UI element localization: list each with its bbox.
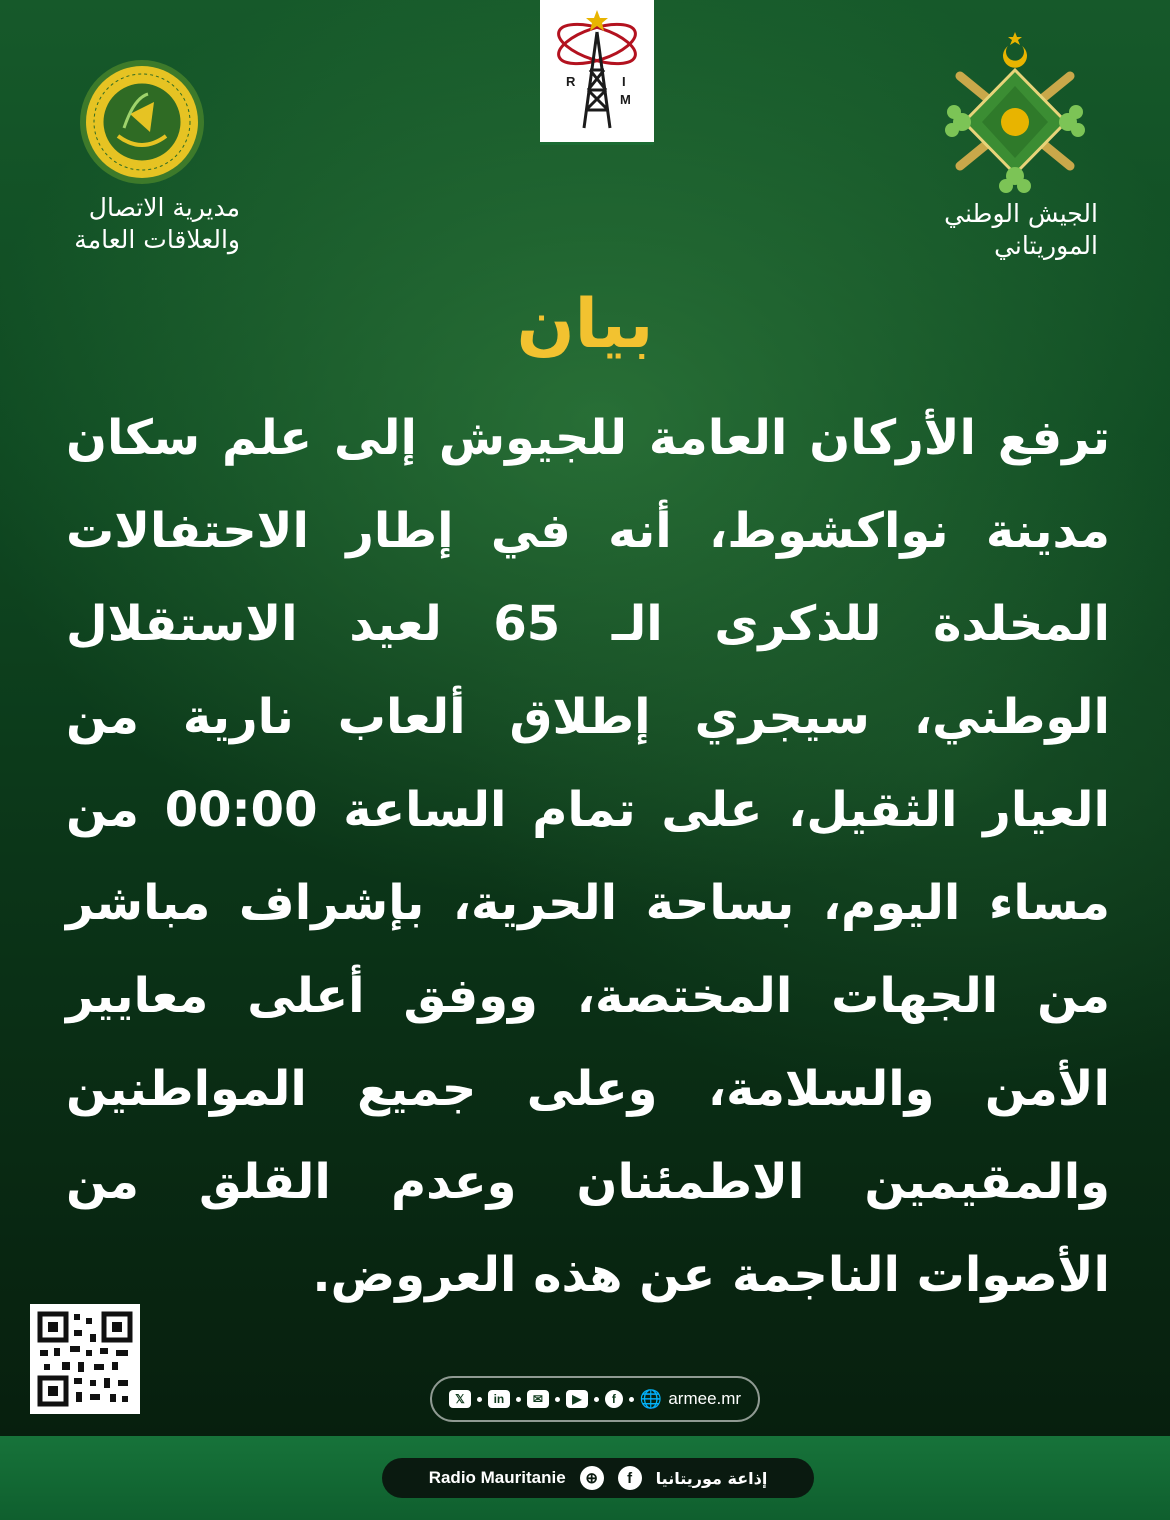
- directorate-name: [40, 192, 240, 256]
- globe-icon: 🌐: [639, 1388, 663, 1409]
- footer-brand-arabic: إذاعة موريتانيا: [655, 1468, 768, 1488]
- directorate-seal-icon: [78, 58, 206, 186]
- social-links-bar: [430, 1376, 760, 1422]
- separator-dot: [555, 1397, 560, 1402]
- footer-bar: [0, 1436, 1170, 1520]
- mauritanian-army-emblem: [940, 26, 1090, 196]
- qr-code-icon: [30, 1304, 140, 1414]
- x-icon[interactable]: 𝕏: [449, 1390, 471, 1408]
- logo-letter-m: M: [620, 92, 631, 107]
- statement-title: بيان: [516, 285, 654, 364]
- mail-icon[interactable]: ✉: [527, 1390, 549, 1408]
- army-name: [918, 198, 1098, 262]
- directorate-name-line2: والعلاقات العامة: [74, 225, 240, 254]
- globe-icon[interactable]: ⊕: [580, 1466, 604, 1490]
- qr-code[interactable]: [30, 1304, 140, 1414]
- facebook-icon[interactable]: f: [618, 1466, 642, 1490]
- separator-dot: [594, 1397, 599, 1402]
- statement-body: ترفع الأركان العامة للجيوش إلى علم سكان مدينة نواكشوط، أنه في إطار الاحتفالات المخلدة للذكرى الـ 65 لعيد الاستقلال الوطني، سيجري إطلاق ألعاب نارية من العيار الثقيل، على تمام الساعة 00:00 من مساء اليوم، بساحة الحرية، بإشراف مباشر من الجهات المختصة، ووفق أعلى معايير الأمن والسلامة، وعلى جميع المواطنين والمقيمين الاطمئنان وعدم القلق من الأصوات الناجمة عن هذه العروض.: [66, 410, 1111, 1303]
- separator-dot: [477, 1397, 482, 1402]
- linkedin-icon[interactable]: in: [488, 1390, 510, 1408]
- army-name-line1: الجيش الوطني: [944, 199, 1098, 228]
- radio-tower-icon: [540, 0, 654, 142]
- youtube-icon[interactable]: ▶: [566, 1390, 588, 1408]
- radio-mauritanie-pill[interactable]: [382, 1458, 814, 1498]
- footer-brand-latin: Radio Mauritanie: [428, 1468, 566, 1487]
- facebook-icon[interactable]: f: [605, 1390, 623, 1408]
- website-link[interactable]: armee.mr: [668, 1389, 742, 1408]
- logo-letter-r: R: [566, 74, 576, 89]
- communications-directorate-emblem: [78, 58, 206, 186]
- radio-mauritanie-logo: [540, 0, 654, 145]
- separator-dot: [629, 1397, 634, 1402]
- logo-letter-i: I: [622, 74, 626, 89]
- army-crest-icon: [940, 26, 1090, 196]
- army-name-line2: الموريتاني: [994, 231, 1098, 260]
- separator-dot: [516, 1397, 521, 1402]
- directorate-name-line1: مديرية الاتصال: [88, 193, 240, 222]
